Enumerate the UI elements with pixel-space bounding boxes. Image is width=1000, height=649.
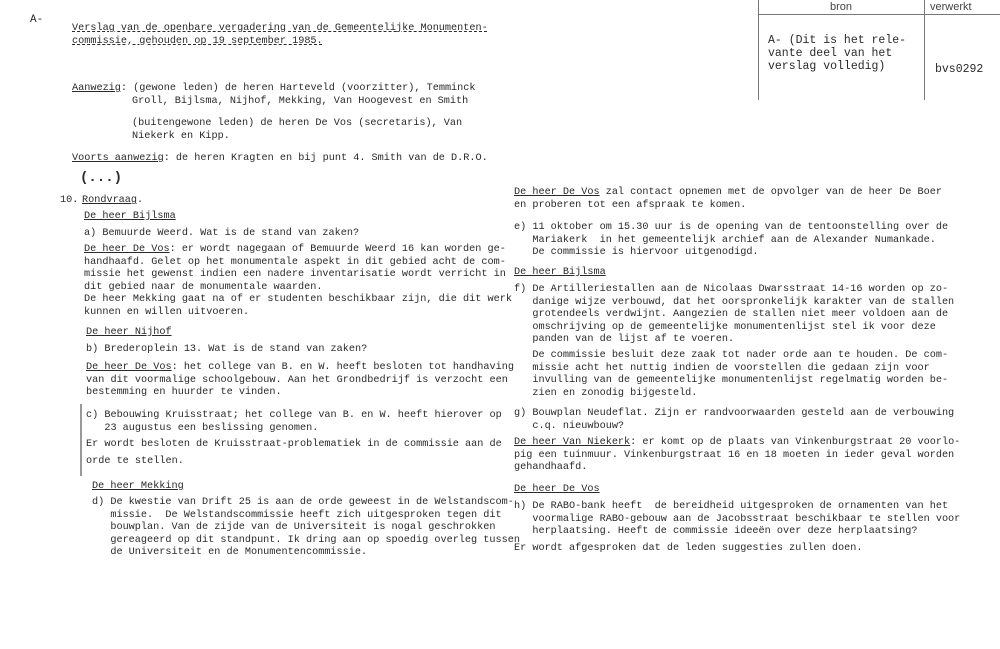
- item-line: missie acht het nuttig indien de voorstellen die gedaan zijn voor: [514, 362, 930, 374]
- reply-line: pig een tuinmuur. Vinkenburgstraat 16 en 18 moeten in ieder geval worden: [514, 449, 955, 461]
- bron-note-line: vante deel van het: [768, 47, 893, 60]
- reply-line: De heer Mekking gaat na of er studenten beschikbaar zijn, die dit werk: [84, 294, 512, 305]
- item-line: Er wordt besloten de Kruisstraat-problematiek in de commissie aan de: [86, 439, 502, 450]
- speaker-label: De heer De Vos: [514, 187, 600, 198]
- col-verwerkt-label: verwerkt: [930, 1, 972, 13]
- reply-text: : er komt op de plaats van Vinkenburgstraat 20 voorlo-: [630, 437, 961, 448]
- reply-devos-a: [84, 244, 512, 319]
- header-top-rule: [758, 14, 1000, 15]
- speaker-label: De heer De Vos: [86, 362, 172, 373]
- reply-text: : het college van B. en W. heeft besloten tot handhaving: [171, 362, 514, 373]
- title-line: Verslag van de openbare vergadering van de Gemeentelijke Monumenten-: [72, 23, 488, 34]
- item-line: zien en zonodig bijgesteld.: [514, 387, 698, 399]
- reply-line: kunnen en willen uitvoeren.: [84, 306, 250, 318]
- attendance-label: Aanwezig: [72, 83, 121, 94]
- reply-vanniekerk: [514, 437, 960, 475]
- bron-note: [768, 34, 906, 73]
- reply-line: [84, 244, 512, 257]
- also-present: [72, 153, 488, 166]
- item-line: grotendeels verdwijnt. Aangezien de stallen niet meer voldoen aan de: [514, 309, 949, 320]
- item-line: gereageerd op dit standpunt. Ik dring aan op spoedig overleg tussen: [92, 534, 520, 546]
- header-mid-rule: [924, 0, 925, 100]
- item-f: [514, 284, 954, 347]
- speaker-mekking-heading: De heer Mekking: [92, 481, 184, 492]
- reply-line: bestemming en huurder te vinden.: [86, 387, 282, 398]
- item-d: [92, 497, 520, 560]
- item-line: panden van de lijst af te voeren.: [514, 334, 735, 345]
- item-line: c) Bebouwing Kruisstraat; het college van B. en W. heeft hierover op: [86, 410, 502, 421]
- title-line: commissie, gehouden op 19 september 1985.: [72, 35, 323, 47]
- attendance-line-1: Aanwezig: (gewone leden) de heren Harteveld (voorzitter), Temminck: [72, 83, 476, 94]
- reply-line: [514, 437, 960, 450]
- agenda-title-text: Rondvraag: [82, 195, 138, 206]
- attendance-text: (gewone leden) de heren Harteveld (voorzitter), Temminck: [133, 83, 476, 94]
- speaker-bijlsma-heading-right: De heer Bijlsma: [514, 267, 606, 278]
- speaker-devos-heading-right: De heer De Vos: [514, 484, 600, 495]
- item-line: omschrijving op de gemeentelijke monumentenlijst stel ik voor deze: [514, 321, 936, 333]
- item-line: danige wijze verbouwd, dat het oorspronkelijk karakter van de stallen: [514, 296, 955, 308]
- item-g: [514, 408, 954, 433]
- item-line: De commissie besluit deze zaak tot nader orde aan te houden. De com-: [514, 350, 949, 361]
- document-title: [72, 23, 488, 48]
- item-line: bouwplan. Van de zijde van de Universiteit is nogal geschrokken: [92, 522, 496, 533]
- item-line: herplaatsing. Heeft de commissie ideeën over deze herplaatsing?: [514, 526, 918, 537]
- speaker-nijhof-heading: De heer Nijhof: [86, 327, 172, 338]
- item-line: f) De Artilleriestallen aan de Nicolaas Dwarsstraat 14-16 worden op zo-: [514, 284, 949, 295]
- item-line: h) De RABO-bank heeft de bereidheid uitgesproken de ornamenten van het: [514, 501, 949, 512]
- item-line: orde te stellen.: [86, 456, 184, 467]
- col-bron-label: bron: [830, 1, 853, 13]
- item-f-decision: [514, 350, 948, 400]
- also-present-text: : de heren Kragten en bij punt 4. Smith van de D.R.O.: [163, 153, 488, 164]
- item-h: [514, 501, 960, 539]
- attendance-line-2: Groll, Bijlsma, Nijhof, Mekking, Van Hoogevest en Smith: [132, 96, 469, 107]
- item-line: missie. De Welstandscommissie heeft zich uitgesproken tegen dit: [92, 509, 502, 521]
- reply-line: missie het gewenst indien een nadere inventarisatie wordt verricht in: [84, 269, 506, 280]
- item-line: 23 augustus een beslissing genomen.: [86, 423, 319, 434]
- item-line: De commissie is hiervoor uitgenodigd.: [514, 247, 759, 258]
- header-left-rule: [758, 0, 759, 100]
- reply-line: gehandhaafd.: [514, 462, 588, 473]
- item-line: Mariakerk in het gemeentelijk archief aan de Alexander Numankade.: [514, 234, 936, 246]
- item-line: de Universiteit en de Monumentencommissie.: [92, 547, 368, 558]
- archive-ref: bvs0292: [935, 63, 984, 76]
- reply-text: zal contact opnemen met de opvolger van de heer De Boer: [599, 187, 942, 198]
- reply-devos-b: [86, 362, 514, 400]
- reply-line: van dit voormalige schoolgebouw. Aan het Grondbedrijf is verzocht een: [86, 374, 508, 386]
- agenda-title-suffix: .: [137, 195, 144, 206]
- item-line: c.q. nieuwbouw?: [514, 420, 625, 432]
- speaker-label: De heer Van Niekerk: [514, 437, 631, 448]
- reply-line: en proberen tot een afspraak te komen.: [514, 199, 747, 211]
- page-marker: A-: [30, 14, 44, 26]
- bron-note-line: A- (Dit is het rele-: [768, 34, 907, 47]
- attendance-line-4: Niekerk en Kipp.: [132, 131, 230, 142]
- closing-note: Er wordt afgesproken dat de leden suggesties zullen doen.: [514, 543, 863, 554]
- agenda-title: [82, 195, 143, 208]
- reply-line: dit gebied naar de monumentale waarden.: [84, 281, 323, 293]
- item-line: d) De kwestie van Drift 25 is aan de orde geweest in de Welstandscom-: [92, 497, 514, 508]
- attendance-line-3: (buitengewone leden) de heren De Vos (secretaris), Van: [132, 118, 463, 129]
- reply-text: : er wordt nagegaan of Bemuurde Weerd 16 kan worden ge-: [169, 244, 506, 255]
- reply-line: handhaafd. Gelet op het monumentale aspekt in dit gebied acht de com-: [84, 256, 506, 268]
- ellipsis: (...): [80, 170, 123, 186]
- margin-mark: [80, 404, 82, 476]
- item-b: b) Brederoplein 13. Wat is de stand van zaken?: [86, 344, 368, 355]
- item-a: a) Bemuurde Weerd. Wat is de stand van zaken?: [84, 228, 360, 239]
- item-c: [86, 409, 502, 468]
- agenda-number: 10.: [60, 195, 79, 206]
- item-line: g) Bouwplan Neudeflat. Zijn er randvoorwaarden gesteld aan de verbouwing: [514, 408, 955, 419]
- speaker-label: De heer De Vos: [84, 244, 170, 255]
- item-line: invulling van de gemeentelijke monumentenlijst regelmatig worden be-: [514, 375, 949, 386]
- speaker-bijlsma-heading: De heer Bijlsma: [84, 211, 176, 222]
- reply-line: [86, 362, 514, 375]
- item-e: [514, 222, 948, 260]
- reply-line: [514, 187, 942, 200]
- bron-note-line: verslag volledig): [768, 60, 886, 73]
- item-line: voormalige RABO-gebouw aan de Jacobsstraat beschikbaar te stellen voor: [514, 513, 961, 525]
- reply-devos-right: [514, 187, 942, 212]
- item-line: e) 11 oktober om 15.30 uur is de opening van de tentoonstelling over de: [514, 222, 949, 233]
- also-present-label: Voorts aanwezig: [72, 153, 164, 164]
